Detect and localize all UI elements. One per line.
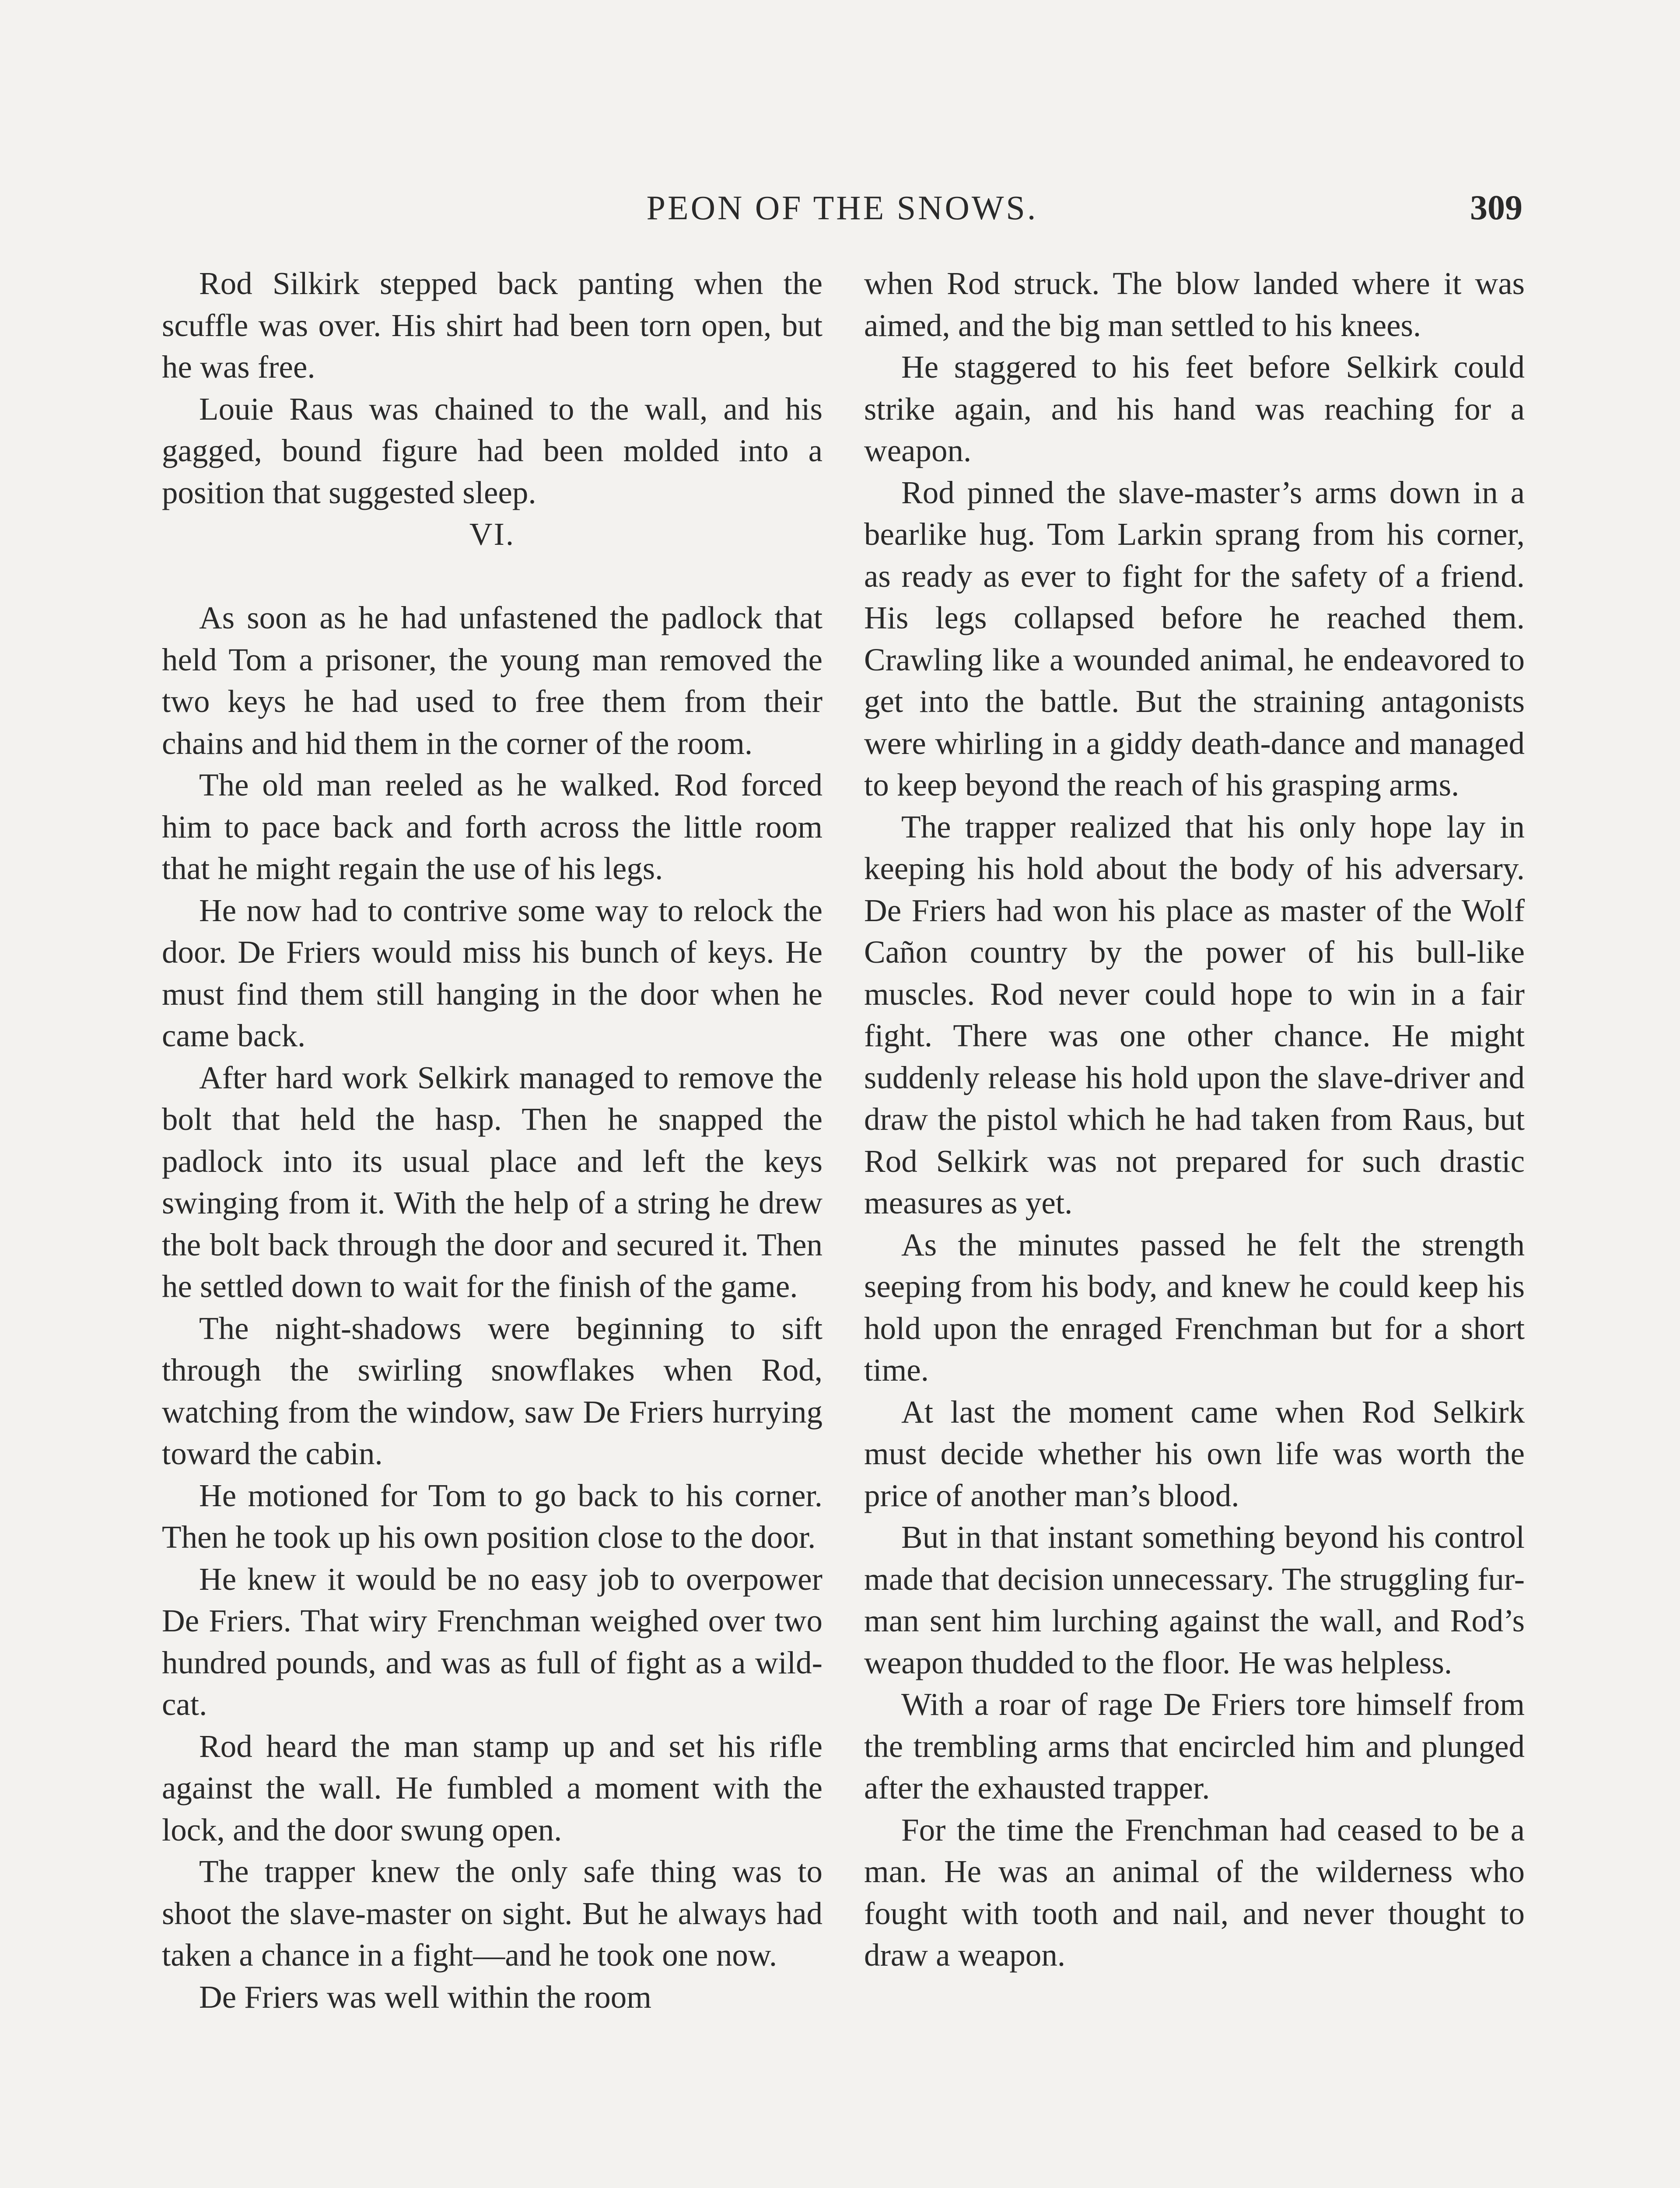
section-heading: VI.	[469, 516, 515, 552]
paragraph: Louie Raus was chained to the wall, and his gagged, bound figure had been molded into a position that suggested sleep.	[162, 391, 822, 510]
paragraph: But in that instant something beyond his control made that decision unnecessary. The struggling fur-man sent him lurching against the wall, and Rod’s weapon thudded to the floor. He was helpless.	[864, 1519, 1525, 1680]
paragraph-continued: when Rod struck. The blow landed where it was aimed, and the big man settled to his knees.	[864, 266, 1525, 343]
paragraph: At last the moment came when Rod Selkirk must decide whether his own life was worth the price of another man’s blood.	[864, 1394, 1525, 1513]
paragraph: De Friers was well within the room	[199, 1979, 651, 2015]
paragraph: He now had to contrive some way to relock the door. De Friers would miss his bunch of keys. He must find them still hanging in the door when he came back.	[162, 892, 822, 1053]
paragraph: The trapper realized that his only hope lay in keeping his hold about the body of his adversary. De Friers had won his place as master of the Wolf Cañon country by the power of his bull-like muscles. Rod never could hope to win in a fair fight. There was one other chance. He might suddenly release his hold upon the slave-driver and draw the pistol which he had taken from Raus, but Rod Selkirk was not prepared for such drastic measures as yet.	[864, 809, 1525, 1220]
paragraph: The night-shadows were beginning to sift through the swirling snowflakes when Rod, watching from the window, saw De Friers hurrying toward the cabin.	[162, 1310, 822, 1471]
paragraph: The old man reeled as he walked. Rod forced him to pace back and forth across the little room that he might regain the use of his legs.	[162, 767, 822, 886]
paragraph: Rod pinned the slave-master’s arms down in a bearlike hug. Tom Larkin sprang from his corner, as ready as ever to fight for the safety of a friend. His legs collapsed before he reached them. Crawling like a wounded animal, he endeavored to get into the battle. But the straining antagonists were whirling in a giddy death-dance and managed to keep beyond the reach of his grasping arms.	[864, 474, 1525, 803]
page-number: 309	[1470, 189, 1522, 227]
paragraph: After hard work Selkirk managed to remove the bolt that held the hasp. Then he snapped the padlock into its usual place and left the keys swinging from it. With the help of a string he drew the bolt back through the door and secured it. Then he settled down to wait for the finish of the game.	[162, 1059, 822, 1304]
left-column	[162, 263, 822, 2018]
paragraph: With a roar of rage De Friers tore himself from the trembling arms that encircled him and plunged after the exhausted trapper.	[864, 1687, 1525, 1806]
paragraph: He knew it would be no easy job to overpower De Friers. That wiry Frenchman weighed over two hundred pounds, and was as full of fight as a wild-cat.	[162, 1561, 822, 1722]
page-header	[162, 184, 1522, 232]
paragraph: For the time the Frenchman had ceased to be a man. He was an animal of the wilderness who fought with tooth and nail, and never thought to draw a weapon.	[864, 1812, 1525, 1973]
paragraph: Rod heard the man stamp up and set his rifle against the wall. He fumbled a moment with the lock, and the door swung open.	[162, 1728, 822, 1848]
paragraph: He motioned for Tom to go back to his corner. Then he took up his own position close to the door.	[162, 1477, 822, 1555]
paragraph: As the minutes passed he felt the strength seeping from his body, and knew he could keep his hold upon the enraged Frenchman but for a short time.	[864, 1227, 1525, 1388]
paragraph: Rod Silkirk stepped back panting when the scuffle was over. His shirt had been torn open, but he was free.	[162, 266, 822, 385]
paragraph: He staggered to his feet before Selkirk could strike again, and his hand was reaching for a weapon.	[864, 349, 1525, 468]
paragraph: The trapper knew the only safe thing was to shoot the slave-master on sight. But he always had taken a chance in a fight—and he took one now.	[162, 1854, 822, 1973]
paragraph: As soon as he had unfastened the padlock that held Tom a prisoner, the young man removed the two keys he had used to free them from their chains and hid them in the corner of the room.	[162, 600, 822, 761]
running-title: PEON OF THE SNOWS.	[646, 189, 1038, 227]
right-column	[864, 263, 1525, 1976]
